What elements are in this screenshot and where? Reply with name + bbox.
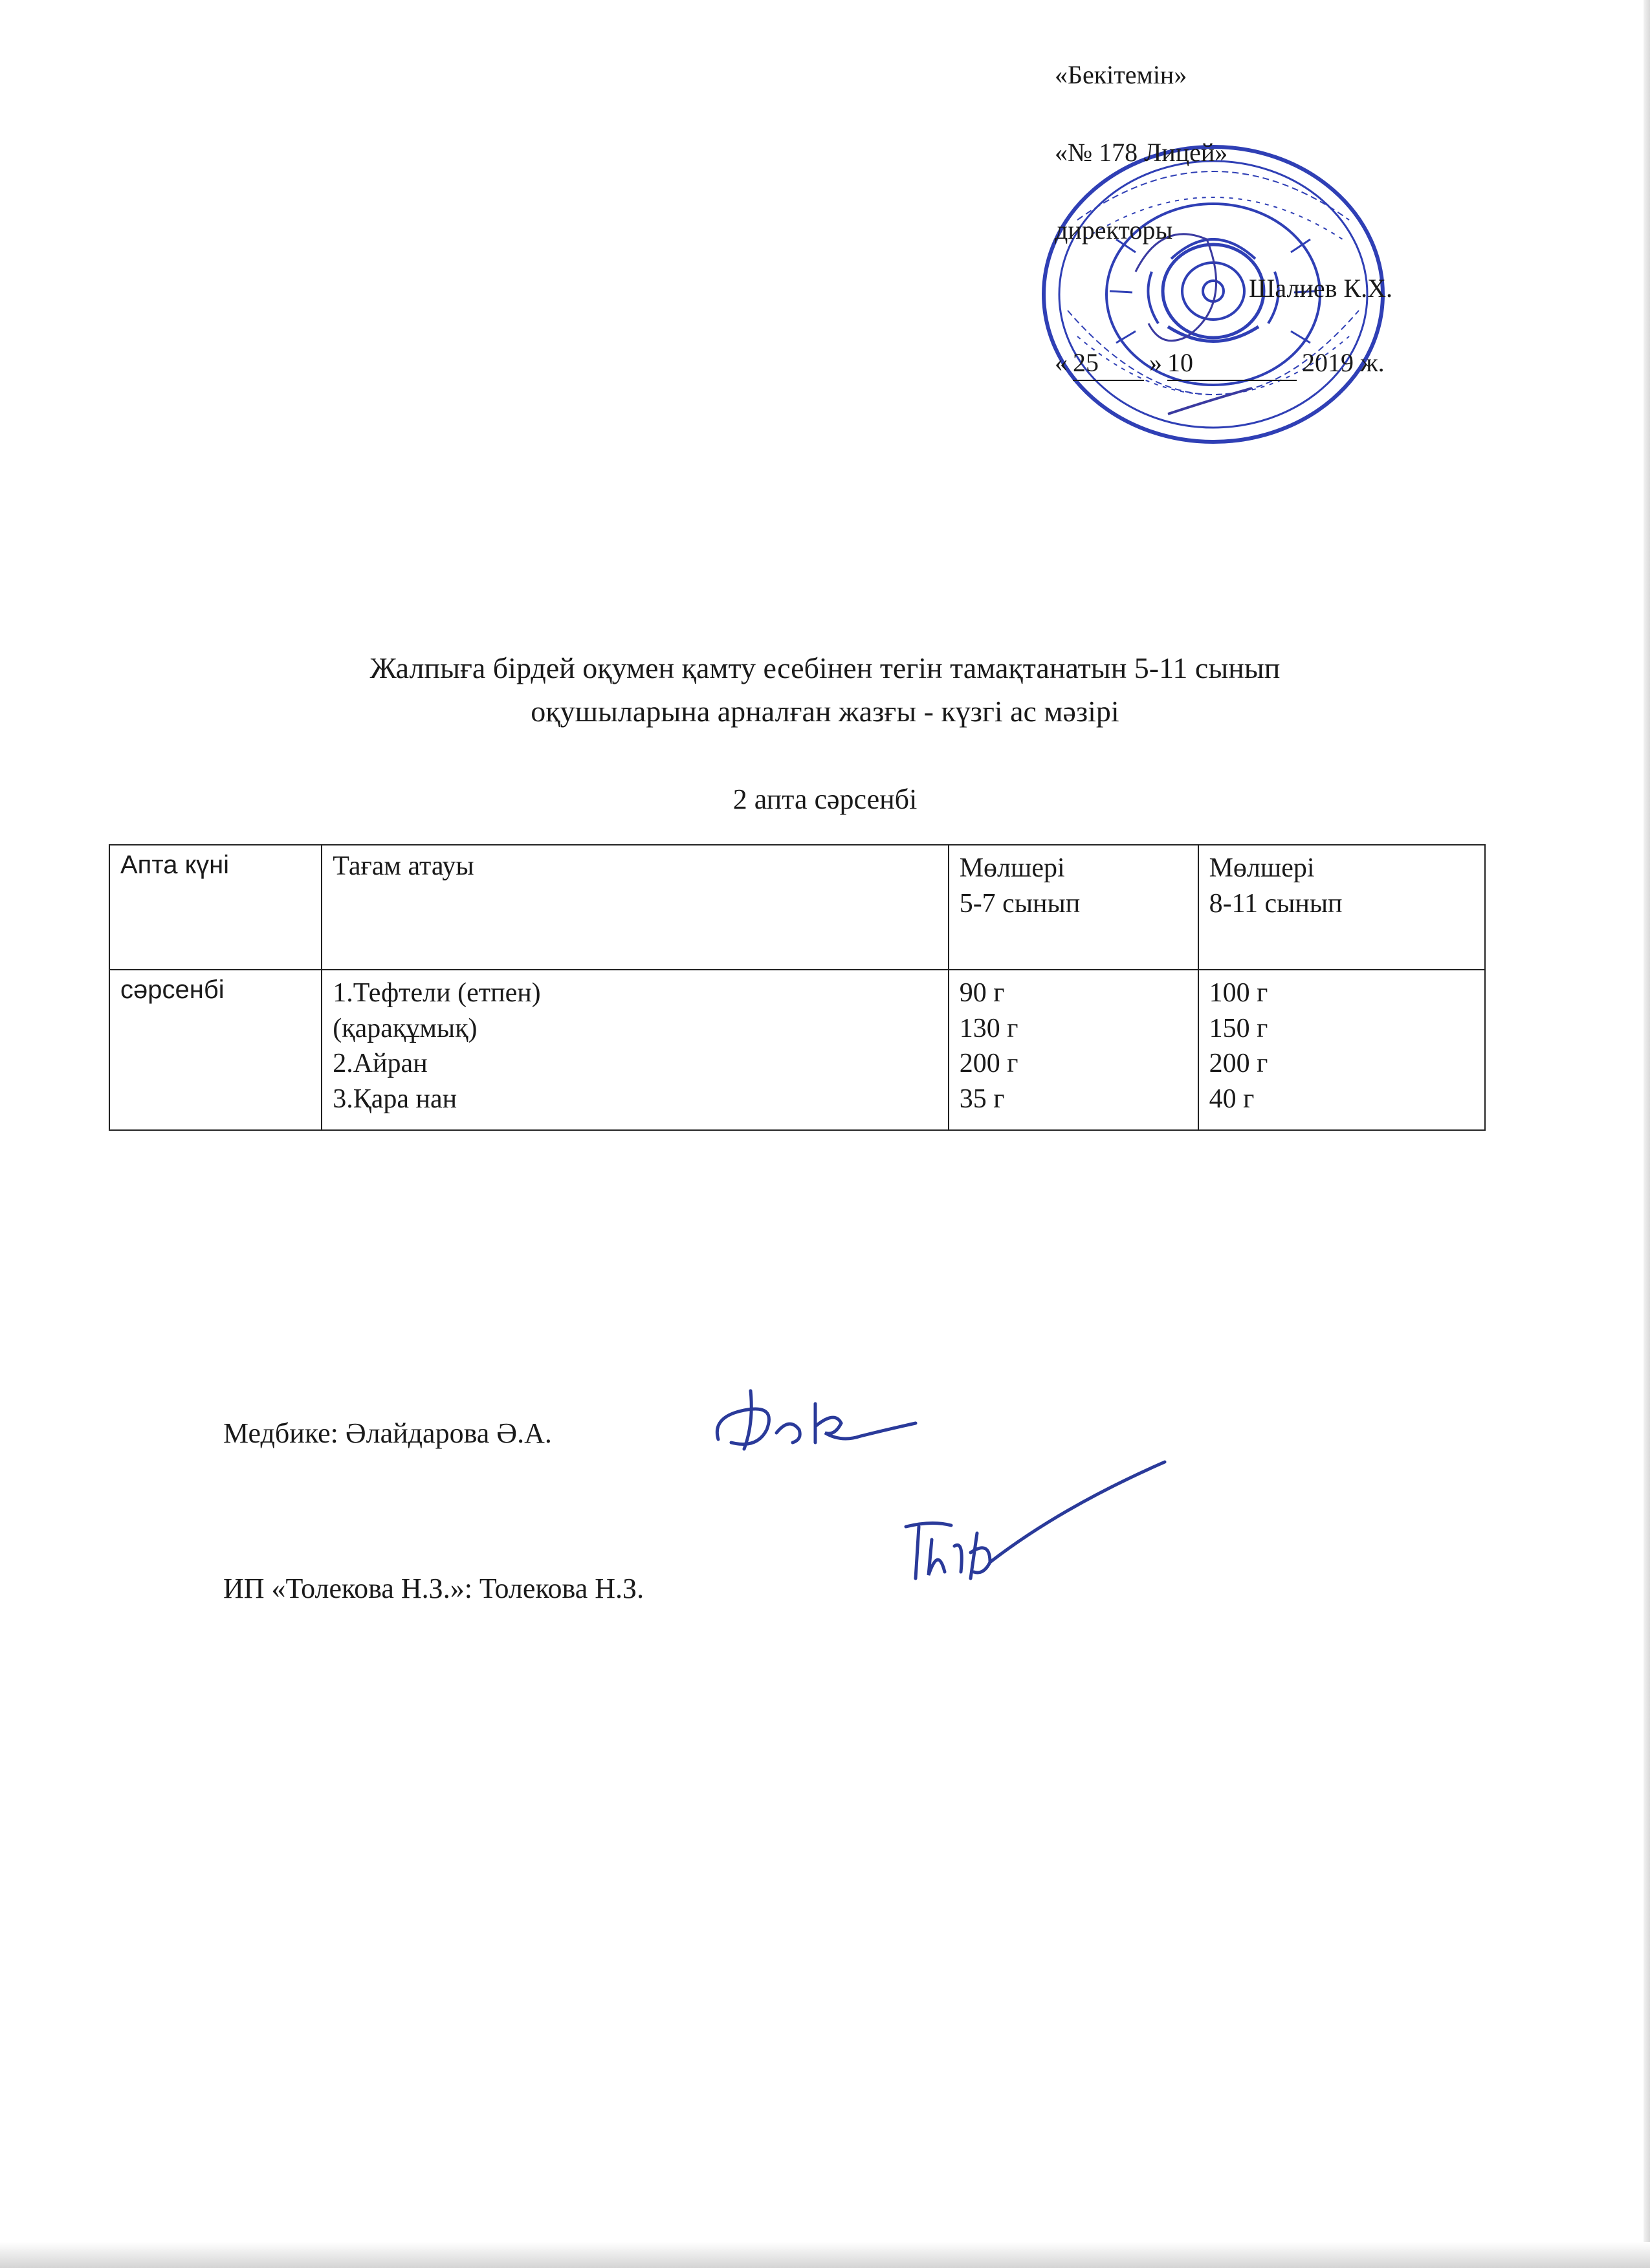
table-row [109,970,1485,1130]
date-open-quote: « [1055,348,1068,377]
header-qty-label: Мөлшері [959,853,1065,883]
qty-value: 100 г [1209,978,1268,1008]
qty-value: 130 г [959,1013,1018,1043]
approval-heading: «Бекітемін» [1055,60,1187,89]
date-month: 10 [1167,346,1297,381]
qty-value: 200 г [1209,1049,1268,1079]
cell-qty-5-7 [949,970,1198,1130]
date-year: 2019 ж. [1302,348,1385,377]
dish-item: 3.Қара нан [333,1084,457,1114]
qty-value: 40 г [1209,1084,1255,1114]
table-header-row [109,845,1485,970]
page-bottom-shadow [0,2242,1650,2268]
cell-qty-8-11 [1198,970,1485,1130]
approval-date [1055,346,1385,381]
approval-director-name: Шалиев К.Х. [1249,274,1393,303]
title-line-2: оқушыларына арналған жазғы - күзгі ас мәзірі [531,694,1119,728]
header-grade-range: 8-11 сынып [1209,888,1343,919]
qty-value: 200 г [959,1049,1018,1079]
document-title [129,647,1521,733]
nurse-signature-line: Медбике: Әлайдарова Ә.А. [223,1417,552,1449]
header-dish: Тағам атауы [322,845,948,970]
nurse-signature-handwritten [705,1378,925,1462]
approval-organization: «№ 178 Лицей» [1055,138,1228,167]
dish-item: 1.Тефтели (етпен) [333,978,541,1008]
header-qty-label: Мөлшері [1209,853,1315,883]
approval-position: директоры [1055,215,1173,245]
qty-value: 90 г [959,978,1005,1008]
date-day: 25 [1073,346,1144,381]
supplier-signature-line: ИП «Толекова Н.З.»: Толекова Н.З. [223,1573,644,1604]
header-qty-8-11 [1198,845,1485,970]
menu-table [109,844,1486,1131]
cell-day: сәрсенбі [109,970,322,1130]
header-qty-5-7 [949,845,1198,970]
dish-item: 2.Айран [333,1049,428,1079]
qty-value: 35 г [959,1084,1005,1114]
header-grade-range: 5-7 сынып [959,888,1081,919]
document-subtitle: 2 апта сәрсенбі [732,783,918,815]
supplier-signature-handwritten [893,1449,1178,1591]
date-close-quote: » [1149,348,1162,377]
page-edge-shadow [1644,0,1650,2268]
dish-item: (қарақұмық) [333,1013,478,1043]
header-day: Апта күні [109,845,322,970]
title-line-1: Жалпыға бірдей оқумен қамту есебінен тегін тамақтанатын 5-11 сынып [369,651,1281,684]
cell-dishes [322,970,948,1130]
qty-value: 150 г [1209,1013,1268,1043]
